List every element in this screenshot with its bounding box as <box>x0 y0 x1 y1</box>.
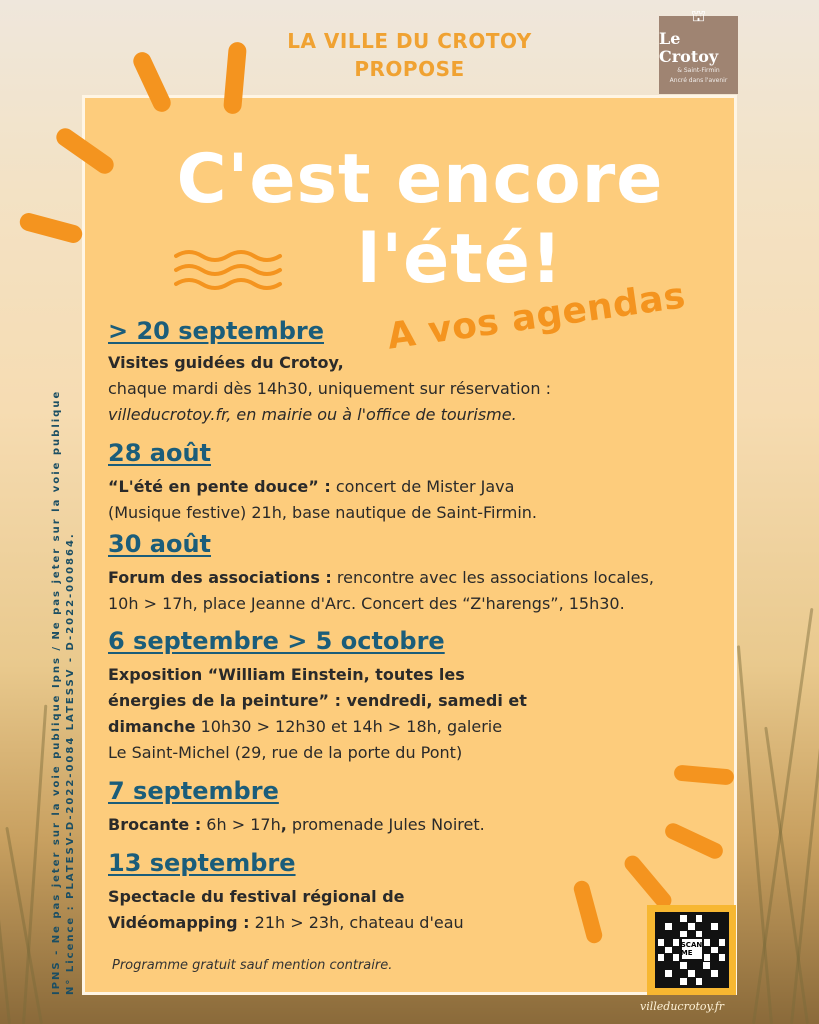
event-title: Visites guidées du Crotoy, <box>108 353 344 372</box>
event-title-3: dimanche <box>108 717 196 736</box>
event-date: 6 septembre > 5 octobre <box>108 627 445 655</box>
event-5 <box>108 776 485 838</box>
event-italic: villeducrotoy.fr, en mairie ou à l'office de tourisme. <box>108 405 517 424</box>
event-text-2: Le Saint-Michel (29, rue de la porte du Pont) <box>108 743 463 762</box>
event-text: 10h30 > 12h30 et 14h > 18h, galerie <box>195 717 503 736</box>
qr-label: SCAN ME <box>680 937 704 961</box>
header-line-1: LA VILLE DU CROTOY <box>287 29 532 53</box>
event-text-2: 10h > 17h, place Jeanne d'Arc. Concert des “Z'harengs”, 15h30. <box>108 594 625 613</box>
event-title: “L'été en pente douce” : <box>108 477 331 496</box>
event-text: rencontre avec les associations locales, <box>331 568 654 587</box>
event-date: 7 septembre <box>108 777 279 805</box>
event-date: 13 septembre <box>108 849 296 877</box>
website-link[interactable]: villeducrotoy.fr <box>640 1000 725 1013</box>
event-text-2: promenade Jules Noiret. <box>286 815 485 834</box>
event-text: 6h > 17h <box>201 815 281 834</box>
waves-icon <box>174 248 284 292</box>
logo-sub: & Saint-Firmin <box>677 67 720 74</box>
headline-line-1: C'est encore <box>176 140 664 219</box>
legal-line-1: IPNS - Ne pas jeter sur la voie publique Ipns / Ne pas jeter sur la voie publique <box>51 389 62 995</box>
subhead: A vos agendas <box>384 275 689 358</box>
event-title-2: énergies de la peinture” : vendredi, samedi et <box>108 691 527 710</box>
event-title: Brocante : <box>108 815 202 834</box>
event-4 <box>108 626 527 766</box>
headline-line-2: l'été! <box>357 220 563 299</box>
legal-side-text <box>50 390 78 995</box>
event-title: Exposition “William Einstein, toutes les <box>108 665 465 684</box>
event-3 <box>108 529 654 617</box>
event-title: Forum des associations : <box>108 568 332 587</box>
event-text-bold: , <box>280 815 287 834</box>
logo-tagline: Ancré dans l'avenir <box>669 77 728 84</box>
event-6 <box>108 848 464 936</box>
logo-brand: Le Crotoy <box>659 29 719 66</box>
event-text: concert de Mister Java <box>330 477 515 496</box>
event-date: 28 août <box>108 439 211 467</box>
footer-note: Programme gratuit sauf mention contraire. <box>112 958 393 973</box>
event-text-2: (Musique festive) 21h, base nautique de Saint-Firmin. <box>108 503 538 522</box>
event-1 <box>108 316 551 428</box>
event-title-2: Vidéomapping : <box>108 913 250 932</box>
logo <box>659 6 738 94</box>
event-2 <box>108 438 537 526</box>
qr-code[interactable] <box>647 905 736 995</box>
event-date: 30 août <box>108 530 211 558</box>
legal-line-2: N° Licence : PLATESV-D-2022-0084 LATESSV - D-2022-000864. <box>65 532 76 995</box>
header-line-2: PROPOSE <box>354 57 465 81</box>
event-text: 21h > 23h, chateau d'eau <box>249 913 464 932</box>
qr-pattern <box>655 912 729 988</box>
castle-icon: ⛫ <box>691 6 706 25</box>
event-text: chaque mardi dès 14h30, uniquement sur réservation : <box>108 379 551 398</box>
event-title: Spectacle du festival régional de <box>108 887 405 906</box>
event-date: > 20 septembre <box>108 317 325 345</box>
